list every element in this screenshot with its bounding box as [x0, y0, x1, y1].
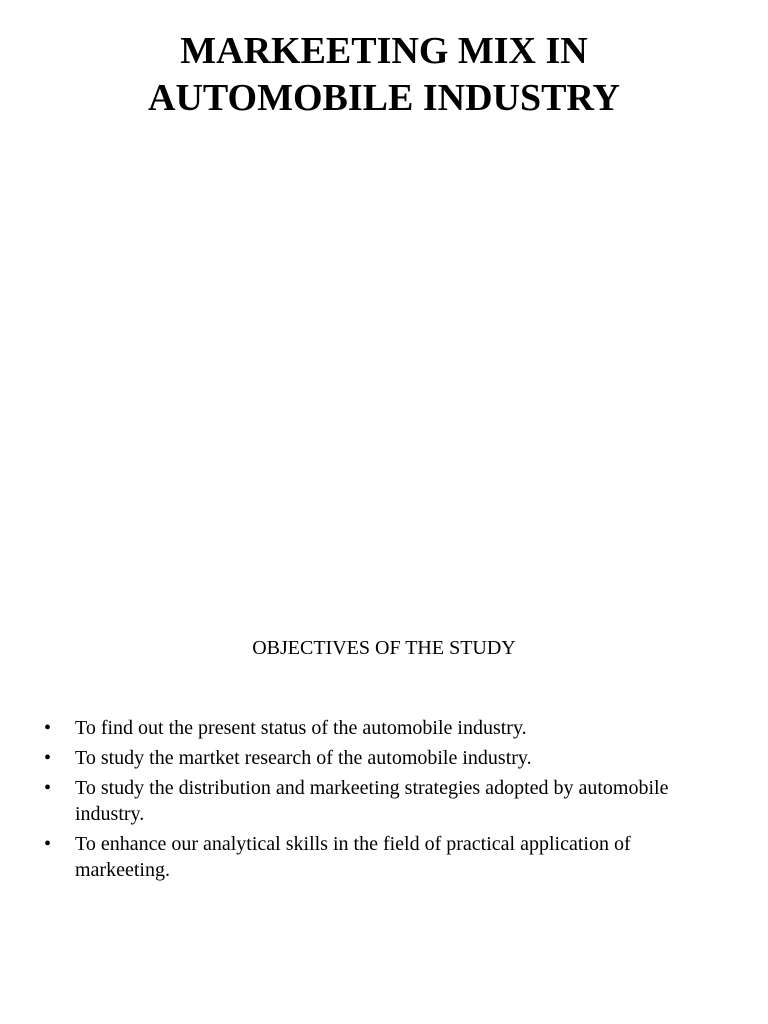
objectives-heading: OBJECTIVES OF THE STUDY: [252, 637, 516, 659]
bullet-icon: •: [44, 747, 52, 769]
list-item: [40, 745, 730, 771]
title-line-1: MARKEETING MIX IN: [180, 30, 588, 72]
list-item: [40, 715, 730, 741]
bullet-icon: •: [44, 833, 52, 855]
list-item: [40, 831, 730, 883]
page-title: [0, 28, 768, 122]
list-item: [40, 775, 730, 827]
objectives-list: [40, 715, 730, 887]
objective-text: To study the distribution and markeeting strategies adopted by automobile industry.: [75, 777, 669, 825]
bullet-icon: •: [44, 717, 52, 739]
objective-text: To study the martket research of the automobile industry.: [75, 747, 532, 769]
objective-text: To enhance our analytical skills in the field of practical application of markeeting.: [75, 833, 631, 881]
bullet-icon: •: [44, 777, 52, 799]
objective-text: To find out the present status of the automobile industry.: [75, 717, 527, 739]
title-line-2: AUTOMOBILE INDUSTRY: [148, 77, 620, 119]
